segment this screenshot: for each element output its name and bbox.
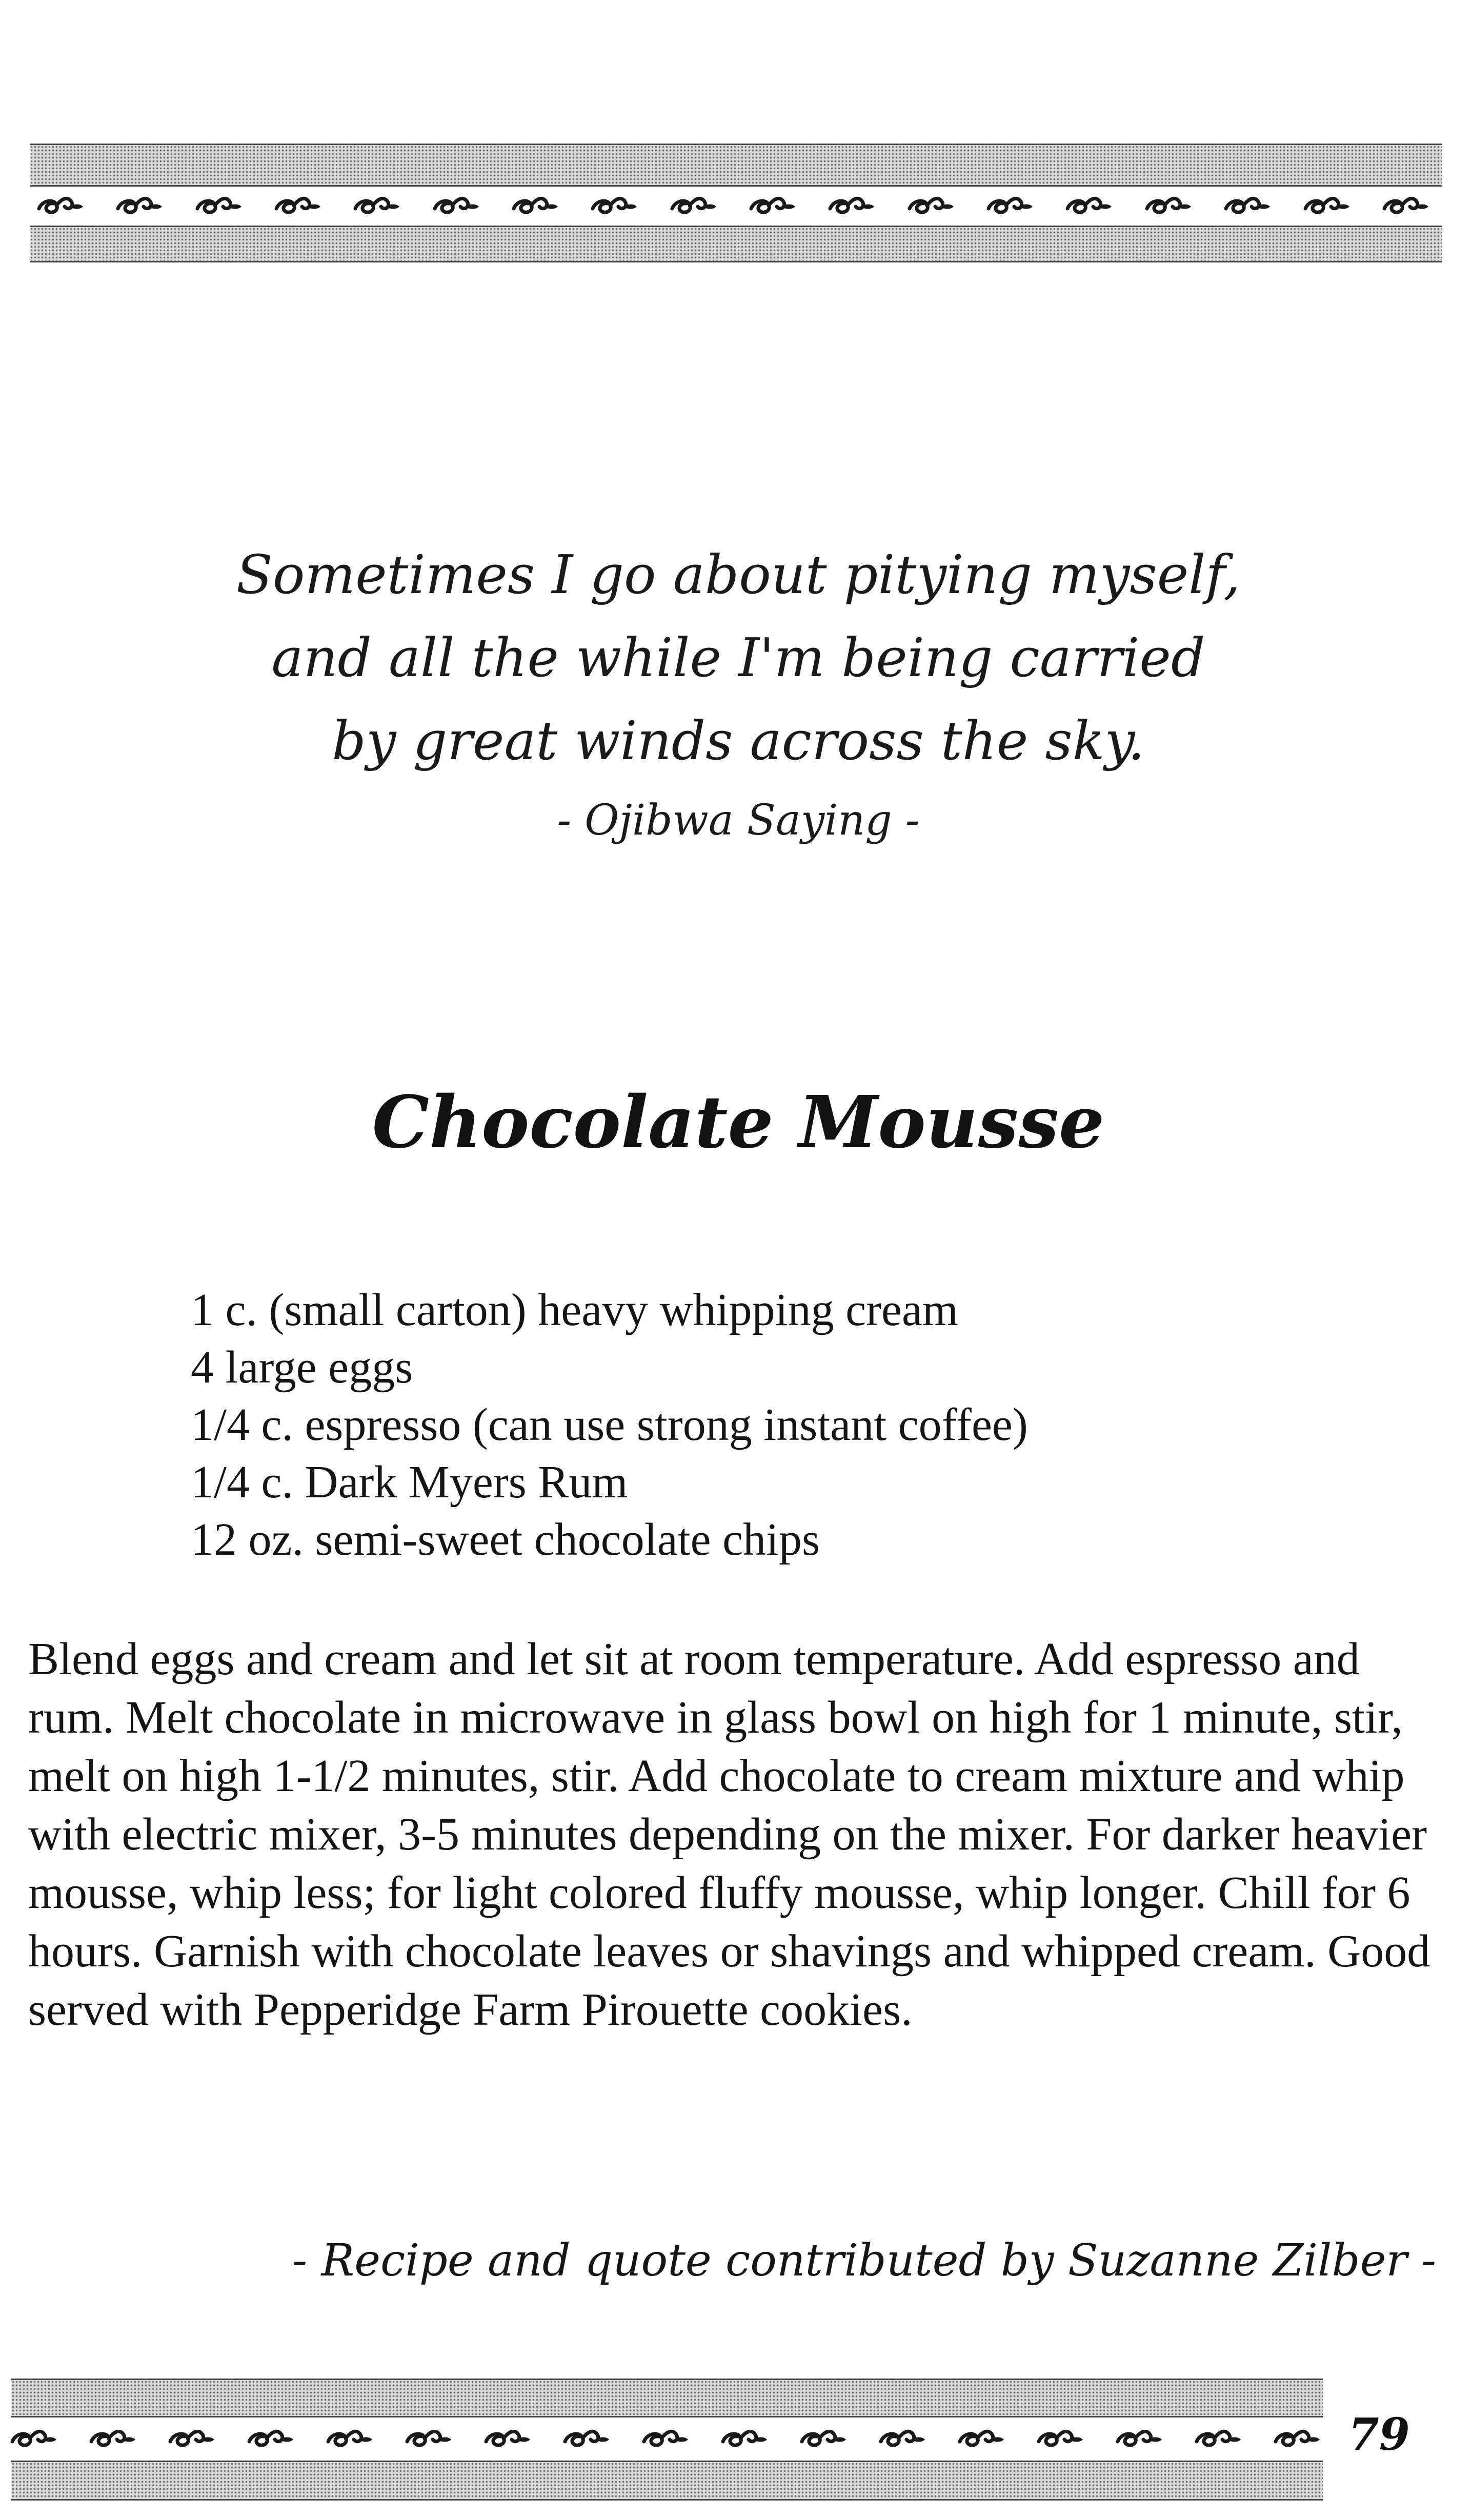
flourish-ornament-icon (669, 188, 718, 220)
flourish-ornament-icon (273, 188, 322, 220)
flourish-ornament-icon (827, 188, 876, 220)
flourish-ornament-icon (88, 2421, 137, 2453)
flourish-ornament-icon (1302, 188, 1352, 220)
page-number: 79 (1348, 2409, 1410, 2461)
flourish-ornament-icon (1036, 2421, 1085, 2453)
flourish-ornament-icon (562, 2421, 611, 2453)
flourish-ornament-icon (1064, 188, 1114, 220)
flourish-ornament-icon (352, 188, 401, 220)
flourish-ornament-icon (641, 2421, 690, 2453)
top-flourish-border (36, 180, 1430, 228)
ingredient-list (191, 1282, 1028, 1569)
quote-attribution: - Ojibwa Saying - (557, 796, 920, 845)
flourish-ornament-icon (1144, 188, 1193, 220)
top-border-band-lower (30, 226, 1442, 262)
flourish-ornament-icon (906, 188, 956, 220)
flourish-ornament-icon (1381, 188, 1430, 220)
recipe-credit: - Recipe and quote contributed by Suzanne Zilber - (292, 2235, 1436, 2286)
quote-block (154, 533, 1323, 859)
flourish-ornament-icon (9, 2421, 58, 2453)
ingredient-item: 1/4 c. espresso (can use strong instant coffee) (191, 1399, 1028, 1450)
flourish-ornament-icon (1273, 2421, 1322, 2453)
flourish-ornament-icon (404, 2421, 453, 2453)
bottom-flourish-border (9, 2412, 1322, 2462)
recipe-directions: Blend eggs and cream and let sit at room temperature. Add espresso and rum. Melt chocolate in microwave in glass bowl on high for 1 minute, stir, melt on high 1-1/2 minutes, stir. Add chocolate to cream mixture and whip with electric mixer, 3-5 minutes depending on the mixer. For darker heavier mousse, whip less; for light colored fluffy mousse, whip longer. Chill for 6 hours. Garnish with chocolate leaves or shavings and whipped cream. Good served with Pepperidge Farm Pirouette cookies. (28, 1634, 1430, 2035)
flourish-ornament-icon (325, 2421, 374, 2453)
ingredient-item: 1 c. (small carton) heavy whipping cream (191, 1285, 958, 1335)
flourish-ornament-icon (167, 2421, 216, 2453)
flourish-ornament-icon (799, 2421, 848, 2453)
ingredient-item: 1/4 c. Dark Myers Rum (191, 1457, 628, 1508)
flourish-ornament-icon (246, 2421, 295, 2453)
bottom-border-band-lower (11, 2461, 1323, 2501)
flourish-ornament-icon (1223, 188, 1272, 220)
ingredient-item: 4 large eggs (191, 1342, 413, 1393)
flourish-ornament-icon (432, 188, 481, 220)
flourish-ornament-icon (115, 188, 164, 220)
quote-line: by great winds across the sky. (332, 709, 1145, 772)
flourish-ornament-icon (511, 188, 560, 220)
flourish-ornament-icon (590, 188, 639, 220)
quote-line: Sometimes I go about pitying myself, (236, 543, 1241, 606)
flourish-ornament-icon (957, 2421, 1006, 2453)
flourish-ornament-icon (483, 2421, 532, 2453)
flourish-ornament-icon (878, 2421, 927, 2453)
flourish-ornament-icon (194, 188, 244, 220)
flourish-ornament-icon (36, 188, 85, 220)
quote-line: and all the while I'm being carried (271, 626, 1205, 689)
flourish-ornament-icon (748, 188, 797, 220)
flourish-ornament-icon (720, 2421, 769, 2453)
flourish-ornament-icon (985, 188, 1035, 220)
flourish-ornament-icon (1115, 2421, 1164, 2453)
flourish-ornament-icon (1194, 2421, 1243, 2453)
ingredient-item: 12 oz. semi-sweet chocolate chips (191, 1514, 820, 1565)
recipe-title: Chocolate Mousse (372, 1081, 1105, 1165)
